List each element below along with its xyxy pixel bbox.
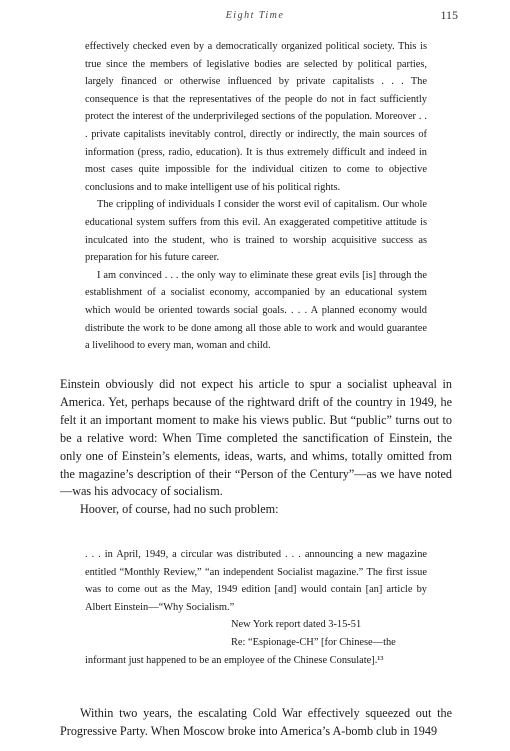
- page-number: 115: [440, 8, 458, 22]
- quote-paragraph: effectively checked even by a democratically organized political society. This is true since the members of legislative bodies are selected by political parties, largely financed or otherwise influenced by private capitalists . . . The consequence is that the representatives of the people do not in fact sufficiently protect the interest of the underprivileged sections of the population. Moreover . . . private capitalists inevitably control, directly or indirectly, the main sources of information (press, radio, education). It is thus extremely difficult and indeed in most cases quite impossible for the individual citizen to come to objective conclusions and to make intelligent use of his political rights.: [85, 41, 427, 193]
- einstein-block-quote: [85, 38, 427, 355]
- body-text-upper: [60, 376, 452, 519]
- body-paragraph: Within two years, the escalating Cold War effectively squeezed out the Progressive Party. When Moscow broke into America’s A-bomb club in 1949: [60, 706, 452, 738]
- running-head: Eight Time: [225, 10, 285, 21]
- source-line: New York report dated 3-15-51: [231, 619, 362, 631]
- body-paragraph: Einstein obviously did not expect his article to spur a socialist upheaval in America. Yet, perhaps because of the rightward drift of the country in 1949, he felt it an important moment to make his views public. But “public” turns out to be a relative word: When Time completed the sanctification of Einstein, the only one of Einstein’s elements, ideas, warts, and whims, totally omitted from the magazine’s description of their “Person of the Century”—as we have noted—was his advocacy of socialism.: [60, 377, 452, 499]
- quote-paragraph: . . . in April, 1949, a circular was distributed . . . announcing a new magazine entitled “Monthly Review,” “an independent Socialist magazine.” The first issue was to come out as the May, 1949 edition [and] would contain [an] article by Albert Einstein—“Why Socialism.”: [85, 549, 427, 613]
- hoover-block-quote: [85, 546, 427, 669]
- page-header: [0, 7, 510, 25]
- quote-paragraph: The crippling of individuals I consider the worst evil of capitalism. Our whole educational system suffers from this evil. An exaggerated competitive attitude is inculcated into the student, who is trained to worship acquisitive success as preparation for his future career.: [85, 199, 427, 264]
- source-line: informant just happened to be an employee of the Chinese Consulate].¹³: [85, 654, 384, 666]
- quote-paragraph: I am convinced . . . the only way to eliminate these great evils [is] through the establishment of a socialist economy, accompanied by an educational system which would be oriented towards social goals. . . . A planned economy would distribute the work to be done among all those able to work and would guarantee a livelihood to every man, woman and child.: [85, 269, 427, 352]
- body-text-lower: [60, 705, 452, 741]
- source-line: Re: “Espionage-CH” [for Chinese—the: [231, 636, 396, 648]
- body-paragraph: Hoover, of course, had no such problem:: [80, 502, 279, 517]
